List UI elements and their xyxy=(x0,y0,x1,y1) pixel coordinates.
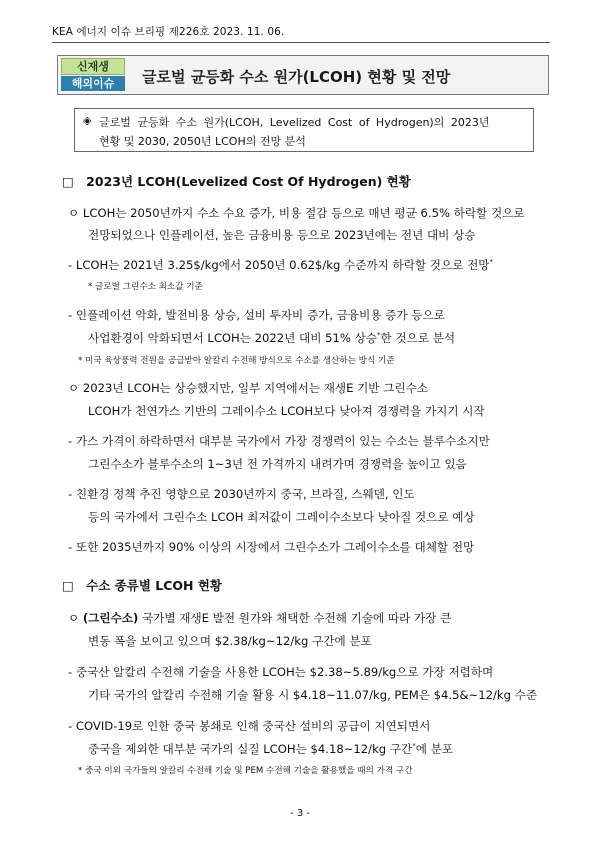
summary-line-1: 글로벌 균등화 수소 원가(LCOH, Levelized Cost of Hydrogen)의 2023년 xyxy=(99,116,490,129)
page-title: 글로벌 균등화 수소 원가(LCOH) 현황 및 전망 xyxy=(142,68,451,86)
s2-detail2-line2 xyxy=(88,741,453,757)
page-number: - 3 - xyxy=(290,808,310,819)
s1-detail1-footnote-mark: * xyxy=(489,258,493,266)
section-2-heading xyxy=(62,576,222,594)
s2-footnote-1: * 중국 이외 국가들의 알칼리 수전해 기술 및 PEM 수전해 기술을 활용했을 때의 가격 구간 xyxy=(78,766,413,776)
s1-point2-line2: LCOH가 천연가스 기반의 그레이수소 LCOH보다 낮아져 경쟁력을 가지기 시작 xyxy=(88,404,485,418)
s1-footnote-2: * 미국 육상풍력 전원을 공급받아 알칼리 수전해 방식으로 수소를 생산하는 방식 기준 xyxy=(78,356,395,366)
section-1-title: 2023년 LCOH(Levelized Cost Of Hydrogen) 현황 xyxy=(86,174,411,189)
s1-point1-line1: ㅇ LCOH는 2050년까지 수소 수요 증가, 비용 절감 등으로 매년 평균 6.5% 하락할 것으로 xyxy=(68,206,525,220)
badge-renewable: 신재생 xyxy=(61,58,125,75)
s1-detail3-line2: 그린수소가 블루수소의 1~3년 전 가격까지 내려가며 경쟁력을 높이고 있음 xyxy=(88,457,467,471)
checkbox-square-icon: □ xyxy=(62,174,74,189)
s1-detail4-line1: - 친환경 정책 추진 영향으로 2030년까지 중국, 브라질, 스웨덴, 인도 xyxy=(68,487,415,501)
s2-detail2-line1: - COVID-19로 인한 중국 봉쇄로 인해 중국산 설비의 공급이 지연되면서 xyxy=(68,719,431,733)
s2-point1-text: 국가별 재생E 발전 원가와 채택한 수전해 기술에 따라 가장 큰 xyxy=(138,611,452,625)
section-1-heading xyxy=(62,172,411,190)
summary-box xyxy=(74,108,534,152)
s1-detail1 xyxy=(68,257,493,273)
s1-detail3-line1: - 가스 가격이 하락하면서 대부분 국가에서 가장 경쟁력이 있는 수소는 블루수소지만 xyxy=(68,434,490,448)
section-2-title: 수소 종류별 LCOH 현황 xyxy=(86,578,222,593)
summary-line-2: 현황 및 2030, 2050년 LCOH의 전망 분석 xyxy=(99,135,306,148)
s2-detail1-line1: - 중국산 알칼리 수전해 기술을 사용한 LCOH는 $2.38~5.89/kg으로 가장 저렴하며 xyxy=(68,665,494,679)
s2-detail2-line2b: 에 분포 xyxy=(415,742,454,756)
s2-point1-line2: 변동 폭을 보이고 있으며 $2.38/kg~12/kg 구간에 분포 xyxy=(88,634,372,648)
s1-detail2-line1: - 인플레이션 악화, 발전비용 상승, 설비 투자비 증가, 금융비용 증가 등으로 xyxy=(68,308,445,322)
briefing-header: KEA 에너지 이슈 브리핑 제226호 2023. 11. 06. xyxy=(52,26,285,38)
category-badge xyxy=(61,58,125,91)
s1-point2-line1: ㅇ 2023년 LCOH는 상승했지만, 일부 지역에서는 재생E 기반 그린수소 xyxy=(68,381,428,395)
s2-detail1-line2: 기타 국가의 알칼리 수전해 기술 활용 시 $4.18~11.07/kg, PEM은 $4.5&~12/kg 수준 xyxy=(88,688,538,702)
s1-point1-line2: 전망되었으나 인플레이션, 높은 금융비용 등으로 2023년에는 전년 대비 상승 xyxy=(88,228,476,242)
header-divider xyxy=(52,42,550,43)
s2-point1-bold-label: (그린수소) xyxy=(82,611,139,625)
s1-footnote-1: * 글로벌 그린수소 최소값 기준 xyxy=(88,282,203,292)
diamond-bullet-icon: ◈ xyxy=(83,114,92,127)
s2-point1-line1 xyxy=(68,610,451,626)
s1-detail2-footnote-mark: * xyxy=(376,331,381,339)
s1-detail1-text: - LCOH는 2021년 3.25$/kg에서 2050년 0.62$/kg 수준까지 하락할 것으로 전망 xyxy=(68,258,490,272)
s2-point1-mark: ㅇ xyxy=(68,611,80,625)
s2-detail2-footnote-mark: * xyxy=(412,742,416,750)
s1-detail5: - 또한 2035년까지 90% 이상의 시장에서 그린수소가 그레이수소를 대체할 전망 xyxy=(68,540,475,554)
s2-detail2-line2a: 중국을 제외한 대부분 국가의 실질 LCOH는 $4.18~12/kg 구간 xyxy=(88,742,413,756)
s1-detail2-line2 xyxy=(88,330,455,346)
checkbox-square-icon: □ xyxy=(62,578,74,593)
s1-detail4-line2: 등의 국가에서 그린수소 LCOH 최저값이 그레이수소보다 낮아질 것으로 예상 xyxy=(88,510,475,524)
title-box xyxy=(57,55,549,95)
s1-detail2-line2b: 한 것으로 분석 xyxy=(380,331,456,345)
s1-detail2-line2a: 사업환경이 악화되면서 LCOH는 2022년 대비 51% 상승 xyxy=(88,331,377,345)
badge-overseas-issue: 해외이슈 xyxy=(61,76,125,91)
